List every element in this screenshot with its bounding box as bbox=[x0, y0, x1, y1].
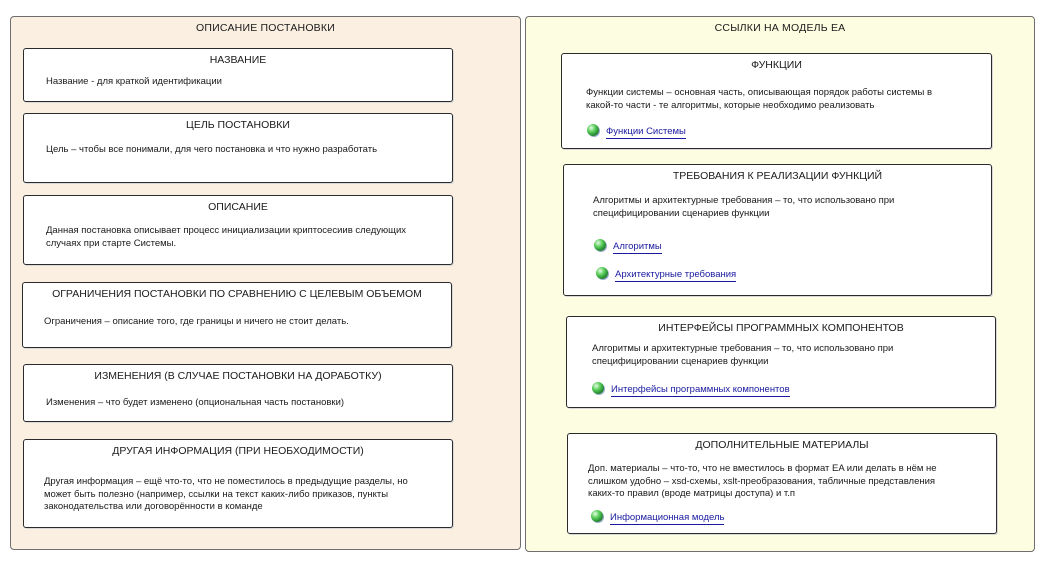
note-other-info[interactable] bbox=[23, 439, 453, 528]
note-name[interactable] bbox=[23, 48, 453, 102]
link-label[interactable]: Информационная модель bbox=[610, 512, 725, 523]
link-system-functions[interactable] bbox=[587, 126, 686, 139]
link-label[interactable]: Алгоритмы bbox=[613, 241, 662, 252]
globe-icon bbox=[594, 239, 606, 251]
note-text: Функции системы – основная часть, описывающая порядок работы системы в какой-то части - те алгоритмы, которые необходимо реализовать bbox=[586, 87, 933, 111]
globe-icon bbox=[587, 124, 599, 136]
note-title: ДРУГАЯ ИНФОРМАЦИЯ (ПРИ НЕОБХОДИМОСТИ) bbox=[112, 445, 364, 457]
link-architecture-requirements[interactable] bbox=[596, 269, 736, 282]
note-title: ФУНКЦИИ bbox=[751, 59, 802, 71]
note-functions[interactable] bbox=[561, 53, 992, 149]
link-label[interactable]: Интерфейсы программных компонентов bbox=[611, 384, 790, 395]
link-algorithms[interactable] bbox=[594, 241, 662, 254]
note-implementation-requirements[interactable] bbox=[563, 164, 992, 296]
note-text: Доп. материалы – что-то, что не вместилось в формат EA или делать в нём не слишком удобно – xsd-схемы, xslt-преобразования, табличные представления каких-то правил (вроде матрицы доступа) и т.п bbox=[588, 463, 937, 499]
note-goal[interactable] bbox=[23, 113, 453, 183]
note-title: ТРЕБОВАНИЯ К РЕАЛИЗАЦИИ ФУНКЦИЙ bbox=[672, 170, 883, 182]
note-title: ОПИСАНИЕ bbox=[208, 201, 268, 213]
note-limitations[interactable] bbox=[22, 282, 452, 348]
note-text: Другая информация – ещё что-то, что не поместилось в предыдущие разделы, но может быть полезно (например, ссылки на текст каких-либо приказов, пункты законодательства или договорённости в команде bbox=[44, 476, 408, 512]
note-text: Изменения – что будет изменено (опциональная часть постановки) bbox=[46, 397, 345, 408]
note-title: НАЗВАНИЕ bbox=[209, 54, 267, 66]
note-title: ЦЕЛЬ ПОСТАНОВКИ bbox=[186, 119, 290, 131]
note-text: Цель – чтобы все понимали, для чего постановка и что нужно разработать bbox=[46, 144, 378, 155]
globe-icon bbox=[591, 510, 603, 522]
note-title: ДОПОЛНИТЕЛЬНЫЕ МАТЕРИАЛЫ bbox=[695, 439, 869, 451]
link-label[interactable]: Архитектурные требования bbox=[615, 269, 737, 280]
link-component-interfaces[interactable] bbox=[592, 384, 790, 397]
globe-icon bbox=[592, 382, 604, 394]
note-text: Алгоритмы и архитектурные требования – то, что использовано при специфицировании сценариев функции bbox=[593, 195, 895, 219]
panel-title: ОПИСАНИЕ ПОСТАНОВКИ bbox=[196, 22, 335, 34]
note-changes[interactable] bbox=[23, 364, 453, 422]
note-description[interactable] bbox=[23, 195, 453, 265]
note-text: Название - для краткой идентификации bbox=[46, 76, 222, 87]
note-additional-materials[interactable] bbox=[567, 433, 997, 534]
note-title: ИЗМЕНЕНИЯ (В СЛУЧАЕ ПОСТАНОВКИ НА ДОРАБОТКУ) bbox=[94, 370, 382, 382]
panel-title: ССЫЛКИ НА МОДЕЛЬ EA bbox=[714, 22, 846, 34]
globe-icon bbox=[596, 267, 608, 279]
note-component-interfaces[interactable] bbox=[566, 316, 996, 408]
link-label[interactable]: Функции Системы bbox=[606, 126, 686, 137]
note-text: Ограничения – описание того, где границы и ничего не стоит делать. bbox=[44, 316, 349, 327]
note-text: Данная постановка описывает процесс инициализации криптосесиив следующих случаях при старте Системы. bbox=[46, 225, 407, 249]
note-title: ИНТЕРФЕЙСЫ ПРОГРАММНЫХ КОМПОНЕНТОВ bbox=[658, 322, 904, 334]
note-text: Алгоритмы и архитектурные требования – то, что использовано при специфицировании сценариев функции bbox=[592, 343, 894, 367]
link-information-model[interactable] bbox=[591, 512, 724, 525]
note-title: ОГРАНИЧЕНИЯ ПОСТАНОВКИ ПО СРАВНЕНИЮ С ЦЕЛЕВЫМ ОБЪЕМОМ bbox=[52, 288, 422, 300]
